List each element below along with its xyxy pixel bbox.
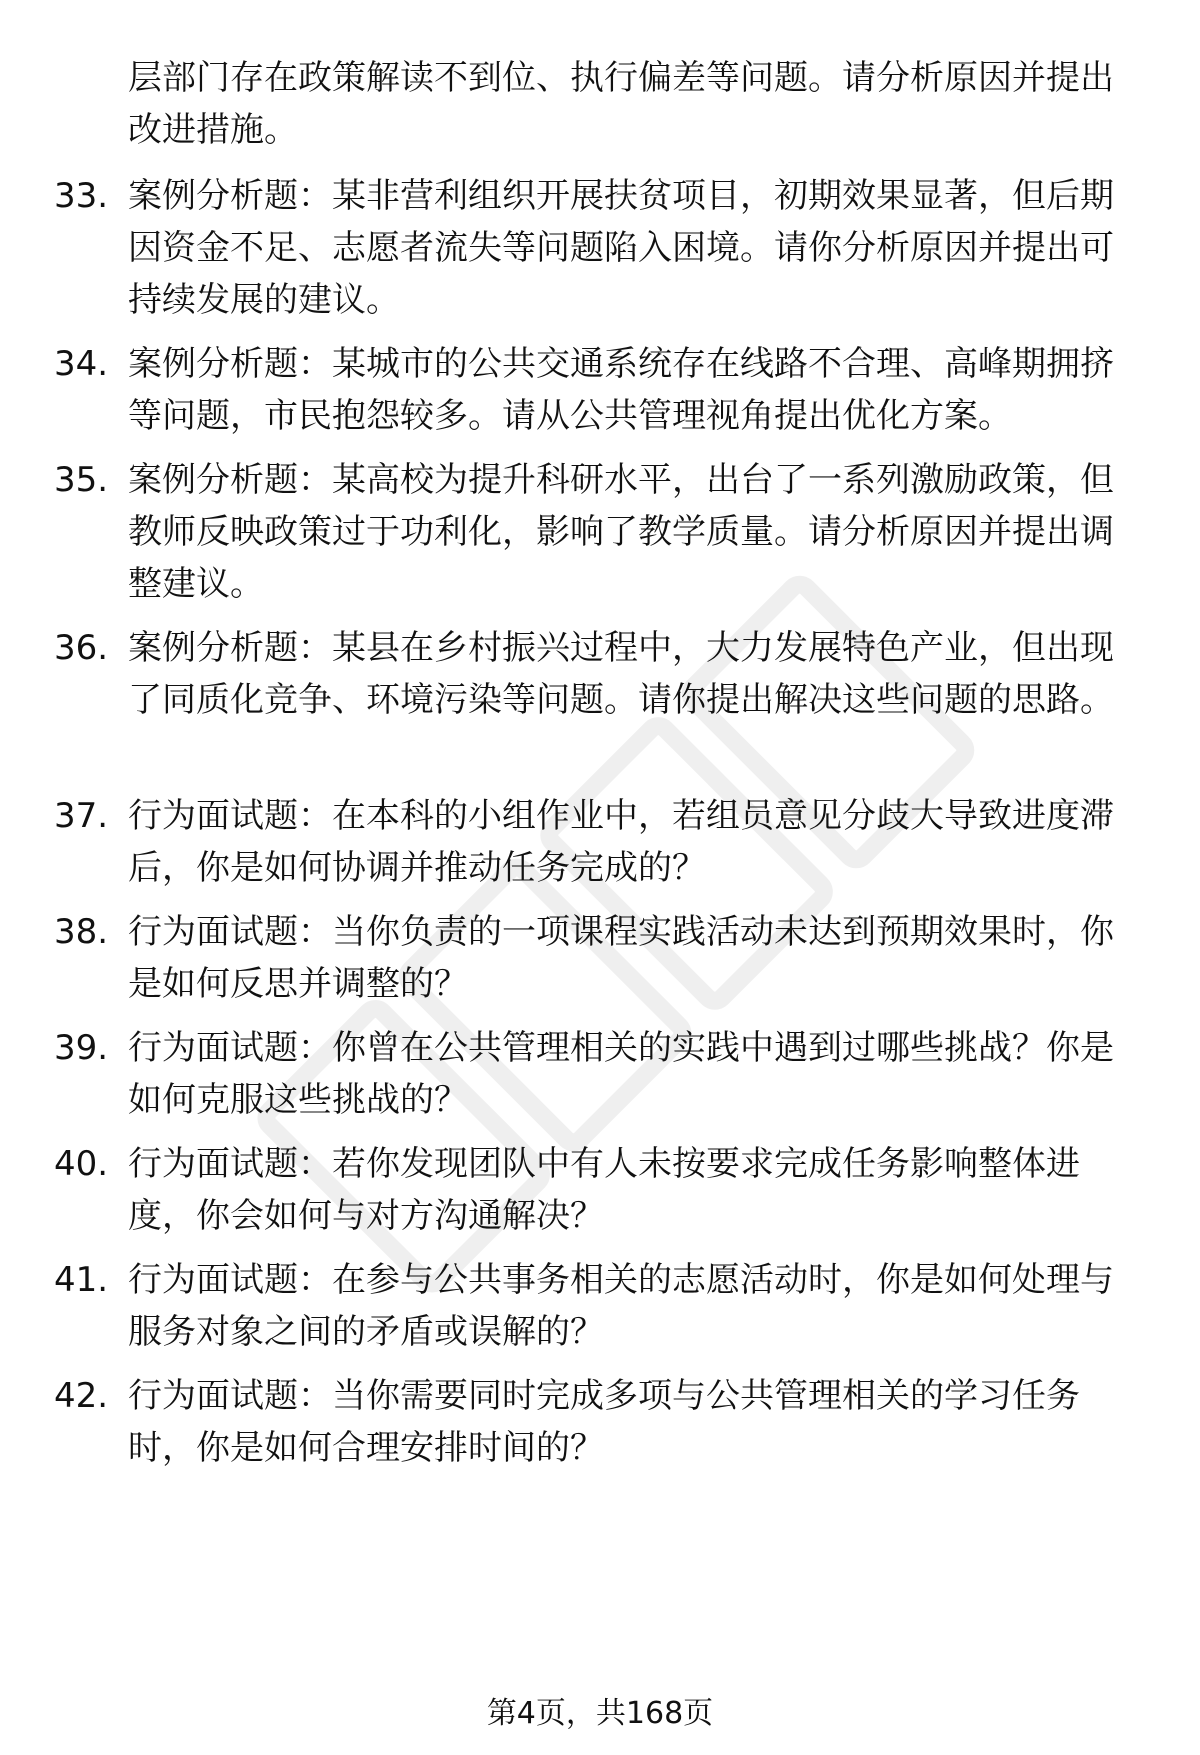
question-text: 行为面试题：若你发现团队中有人未按要求完成任务影响整体进度，你会如何与对方沟通解决？	[128, 1144, 1080, 1236]
page-footer: 第4页，共168页	[486, 1696, 714, 1731]
question-item	[54, 1022, 1154, 1126]
question-number: 36.	[54, 628, 109, 668]
question-item	[54, 906, 1154, 1010]
question-number: 42.	[54, 1376, 109, 1416]
question-text: 行为面试题：在本科的小组作业中，若组员意见分歧大导致进度滞后，你是如何协调并推动任务完成的？	[128, 796, 1114, 888]
question-text: 案例分析题：某非营利组织开展扶贫项目，初期效果显著，但后期因资金不足、志愿者流失等问题陷入困境。请你分析原因并提出可持续发展的建议。	[128, 176, 1114, 320]
question-item	[54, 622, 1154, 726]
question-text: 案例分析题：某城市的公共交通系统存在线路不合理、高峰期拥挤等问题，市民抱怨较多。请从公共管理视角提出优化方案。	[128, 344, 1114, 436]
question-item	[54, 790, 1154, 894]
question-text: 行为面试题：当你负责的一项课程实践活动未达到预期效果时，你是如何反思并调整的？	[128, 912, 1114, 1004]
question-item	[54, 1370, 1154, 1474]
question-number: 35.	[54, 460, 109, 500]
question-item	[54, 170, 1154, 326]
question-number: 41.	[54, 1260, 109, 1300]
question-item	[54, 454, 1154, 610]
question-number: 34.	[54, 344, 109, 384]
question-text: 案例分析题：某高校为提升科研水平，出台了一系列激励政策，但教师反映政策过于功利化，影响了教学质量。请分析原因并提出调整建议。	[128, 460, 1114, 604]
question-number: 39.	[54, 1028, 109, 1068]
question-continuation-text: 层部门存在政策解读不到位、执行偏差等问题。请分析原因并提出改进措施。	[128, 58, 1114, 150]
question-text: 行为面试题：在参与公共事务相关的志愿活动时，你是如何处理与服务对象之间的矛盾或误解的？	[128, 1260, 1114, 1352]
question-number: 38.	[54, 912, 109, 952]
question-continuation	[54, 52, 1154, 156]
question-item	[54, 1254, 1154, 1358]
question-text: 行为面试题：当你需要同时完成多项与公共管理相关的学习任务时，你是如何合理安排时间的？	[128, 1376, 1080, 1468]
question-item	[54, 338, 1154, 442]
question-text: 行为面试题：你曾在公共管理相关的实践中遇到过哪些挑战？你是如何克服这些挑战的？	[128, 1028, 1114, 1120]
question-number: 37.	[54, 796, 109, 836]
question-number: 40.	[54, 1144, 109, 1184]
question-number: 33.	[54, 176, 109, 216]
question-text: 案例分析题：某县在乡村振兴过程中，大力发展特色产业，但出现了同质化竞争、环境污染等问题。请你提出解决这些问题的思路。	[128, 628, 1114, 720]
question-item	[54, 1138, 1154, 1242]
